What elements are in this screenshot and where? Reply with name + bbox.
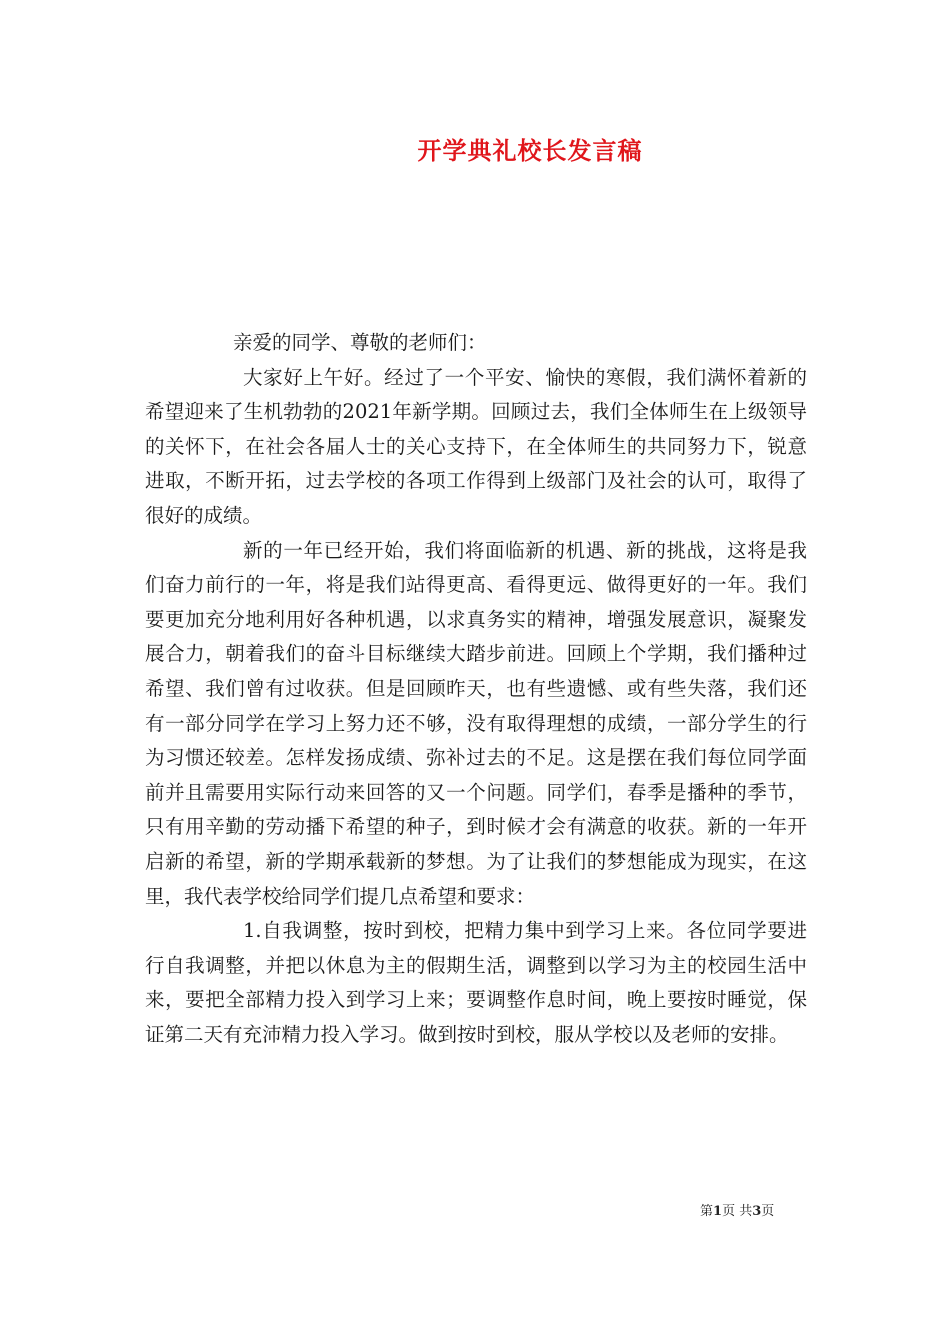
paragraph-3: 1.自我调整，按时到校，把精力集中到学习上来。各位同学要进行自我调整，并把以休息为主的假期生活，调整到以学习为主的校园生活中来，要把全部精力投入到学习上来；要调整作息时间，晚上要按时睡觉，保证第二天有充沛精力投入学习。做到按时到校，服从学校以及老师的安排。 — [145, 919, 807, 1046]
footer-current-page: 1 — [713, 1204, 723, 1219]
paragraph-1: 大家好上午好。经过了一个平安、愉快的寒假，我们满怀着新的希望迎来了生机勃勃的2021年新学期。回顾过去，我们全体师生在上级领导的关怀下，在社会各届人士的关心支持下，在全体师生的共同努力下，锐意进取，不断开拓，过去学校的各项工作得到上级部门及社会的认可，取得了很好的成绩。 — [145, 365, 807, 527]
document-title: 开学典礼校长发言稿 — [417, 136, 643, 165]
document-body — [145, 326, 807, 1052]
footer-prefix: 第 — [700, 1204, 714, 1219]
salutation: 亲爱的同学、尊敬的老师们： — [233, 331, 487, 354]
footer-middle: 页 共 — [722, 1204, 753, 1219]
footer-suffix: 页 — [761, 1204, 775, 1219]
footer-total-pages: 3 — [752, 1204, 762, 1219]
page-number-footer — [700, 1203, 820, 1221]
paragraph-2: 新的一年已经开始，我们将面临新的机遇、新的挑战，这将是我们奋力前行的一年，将是我们站得更高、看得更远、做得更好的一年。我们要更加充分地利用好各种机遇，以求真务实的精神，增强发展意识，凝聚发展合力，朝着我们的奋斗目标继续大踏步前进。回顾上个学期，我们播种过希望、我们曾有过收获。但是回顾昨天，也有些遗憾、或有些失落，我们还有一部分同学在学习上努力还不够，没有取得理想的成绩，一部分学生的行为习惯还较差。怎样发扬成绩、弥补过去的不足。这是摆在我们每位同学面前并且需要用实际行动来回答的又一个问题。同学们，春季是播种的季节，只有用辛勤的劳动播下希望的种子，到时候才会有满意的收获。新的一年开启新的希望，新的学期承载新的梦想。为了让我们的梦想能成为现实，在这里，我代表学校给同学们提几点希望和要求： — [145, 538, 807, 908]
